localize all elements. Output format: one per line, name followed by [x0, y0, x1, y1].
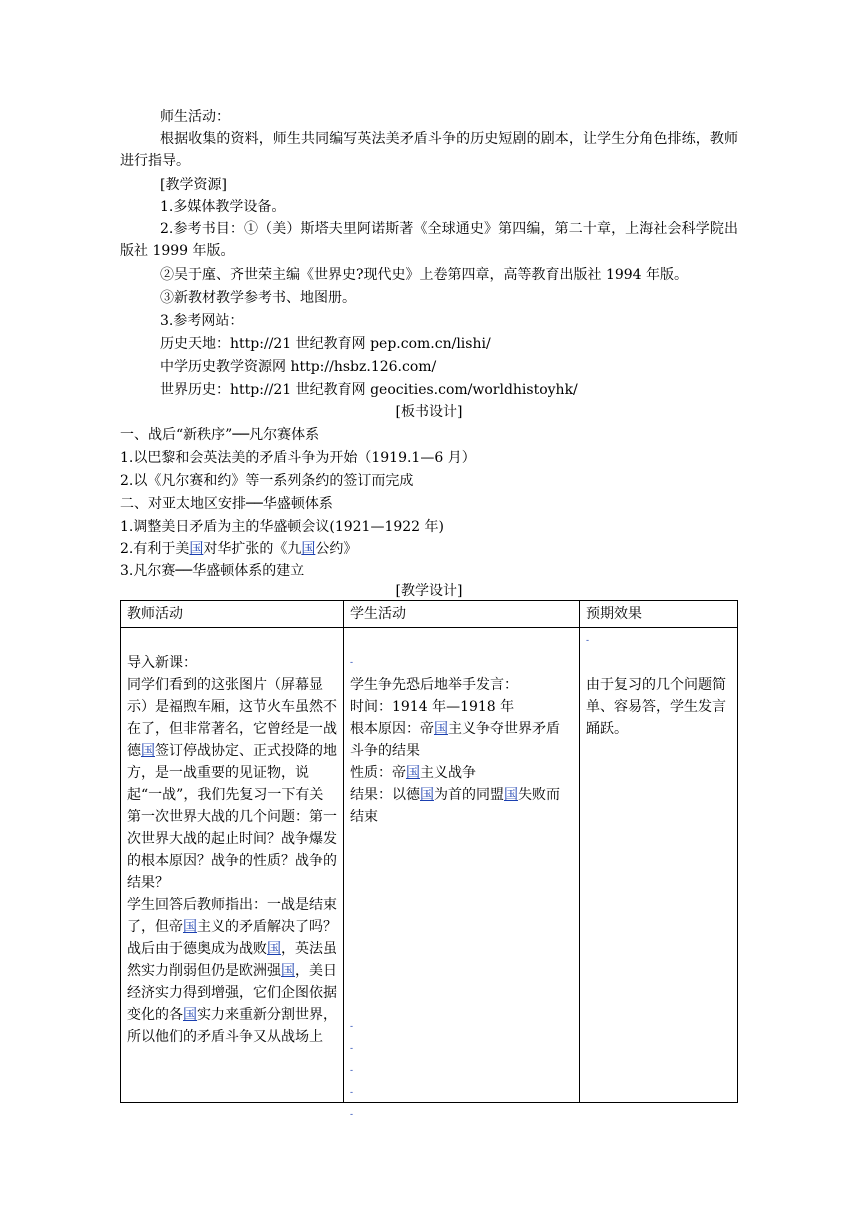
board-line-5: 1.调整美日矛盾为主的华盛顿会议(1921—1922 年): [120, 519, 444, 535]
board-line-4: 二、对亚太地区安排──华盛顿体系: [120, 496, 333, 512]
link-marker[interactable]: -: [349, 1022, 354, 1032]
text-part: 签订停战协定、正式投降的地方，是一战重要的见证物，说起“一战”，我们先复习一下有关第一次世界大战的几个问题：第一次世界大战的起止时间？战争爆发的根本原因？战争的性质？战争的结果？: [127, 743, 337, 891]
link-marker[interactable]: -: [349, 1066, 354, 1076]
resource-2b: ②吴于廑、齐世荣主编《世界史?现代史》上卷第四章，高等教育出版社 1994 年版。: [160, 267, 689, 283]
text-part: 同学们看到的这张图片（屏幕显示）是福煦车厢，这节火车虽然不在了，但非常著名，它曾经是一战德: [127, 677, 337, 759]
header-student-activity: 学生活动: [343, 601, 579, 628]
link-marker[interactable]: -: [349, 1088, 354, 1098]
guo-link[interactable]: 国: [189, 541, 204, 557]
design-heading: [教学设计]: [395, 583, 463, 599]
link-marker-stack: [350, 1016, 353, 1126]
text-part: 性质：帝: [349, 765, 406, 781]
teaching-design-table: [120, 600, 738, 1120]
activity-text: 根据收集的资料，师生共同编写英法美矛盾斗争的历史短剧的剧本，让学生分角色排练，教师进行指导。: [120, 131, 738, 169]
resources-heading: [教学资源]: [160, 177, 227, 193]
board-heading: [板书设计]: [395, 404, 463, 420]
text-part: 实力来重新分割世界，所以他们的矛盾斗争又从战场上: [127, 1007, 337, 1045]
text-part: 结果：以德: [349, 787, 420, 803]
text-part: 失败而结束: [349, 787, 560, 825]
link-marker[interactable]: -: [349, 658, 354, 668]
site-1: 历史天地：http://21 世纪教育网 pep.com.cn/lishi/: [160, 336, 491, 352]
board-line-1: 一、战后“新秩序”──凡尔赛体系: [120, 427, 320, 443]
board-line-6-part: 公约》: [315, 541, 358, 557]
board-line-3: 2.以《凡尔赛和约》等一系列条约的签订而完成: [120, 473, 414, 489]
guo-link[interactable]: 国: [183, 919, 197, 935]
expected-effect-text: 由于复习的几个问题简单、容易答，学生发言踊跃。: [585, 677, 726, 737]
resource-2: 2.参考书目：①（美）斯塔夫里阿诺斯著《全球通史》第四编，第二十章，上海社会科学院出版社 1999 年版。: [120, 221, 738, 259]
resource-2c: ③新教材教学参考书、地图册。: [160, 290, 356, 306]
guo-link[interactable]: 国: [419, 787, 434, 803]
teacher-paragraph-2: [127, 894, 337, 1048]
text-part: 学生回答后教师指出：一战是结束了，但帝: [127, 897, 337, 935]
resource-3: 3.参考网站：: [160, 313, 244, 329]
activity-label: 师生活动：: [160, 109, 230, 125]
guo-link[interactable]: 国: [183, 1007, 197, 1023]
text-part: 主义战争: [419, 765, 476, 781]
student-line-3: [350, 718, 573, 762]
board-line-6-part: 对华扩张的《九: [203, 541, 302, 557]
table-header-row: [121, 601, 738, 628]
board-line-6: [120, 538, 357, 560]
site-3: 世界历史：http://21 世纪教育网 geocities.com/worldhistoyhk/: [160, 382, 578, 398]
guo-link[interactable]: 国: [281, 963, 295, 979]
header-teacher-activity: 教师活动: [121, 601, 344, 628]
board-line-7: 3.凡尔赛──华盛顿体系的建立: [120, 563, 305, 579]
guo-link[interactable]: 国: [301, 541, 316, 557]
text-part: ，英法虽然实力削弱但仍是欧洲强: [127, 941, 337, 979]
guo-link[interactable]: 国: [433, 721, 448, 737]
guo-link[interactable]: 国: [141, 743, 155, 759]
header-expected-effect: 预期效果: [579, 601, 737, 628]
text-part: 为首的同盟: [433, 787, 504, 803]
table-row: [121, 628, 738, 1103]
teacher-intro-label: 导入新课：: [127, 655, 197, 671]
expected-effect-cell: [579, 628, 737, 1103]
resource-1: 1.多媒体教学设备。: [160, 199, 286, 215]
link-marker[interactable]: -: [349, 1044, 354, 1054]
link-marker[interactable]: -: [349, 1110, 354, 1120]
guo-link[interactable]: 国: [267, 941, 281, 957]
student-line-2: 时间：1914 年—1918 年: [349, 699, 515, 715]
text-part: 主义争夺世界矛盾斗争的结果: [349, 721, 560, 759]
student-line-4: [350, 762, 573, 784]
text-part: ，美日经济实力得到增强，它们企图依据变化的各: [127, 963, 337, 1023]
board-line-2: 1.以巴黎和会英法美的矛盾斗争为开始（1919.1—6 月）: [120, 450, 476, 466]
site-2: 中学历史教学资源网 http://hsbz.126.com/: [160, 359, 437, 375]
student-line-5: [350, 784, 573, 828]
guo-link[interactable]: 国: [503, 787, 518, 803]
student-line-1: 学生争先恐后地举手发言：: [349, 677, 518, 693]
link-marker[interactable]: -: [585, 636, 589, 646]
board-line-6-part: 2.有利于美: [120, 541, 190, 557]
student-activity-cell: [343, 628, 579, 1120]
teacher-paragraph-1: [127, 674, 337, 894]
text-part: 根本原因：帝: [349, 721, 434, 737]
text-part: 主义的矛盾解决了吗？战后由于德奥成为战败: [127, 919, 337, 957]
guo-link[interactable]: 国: [405, 765, 420, 781]
teacher-activity-cell: [121, 628, 344, 1103]
